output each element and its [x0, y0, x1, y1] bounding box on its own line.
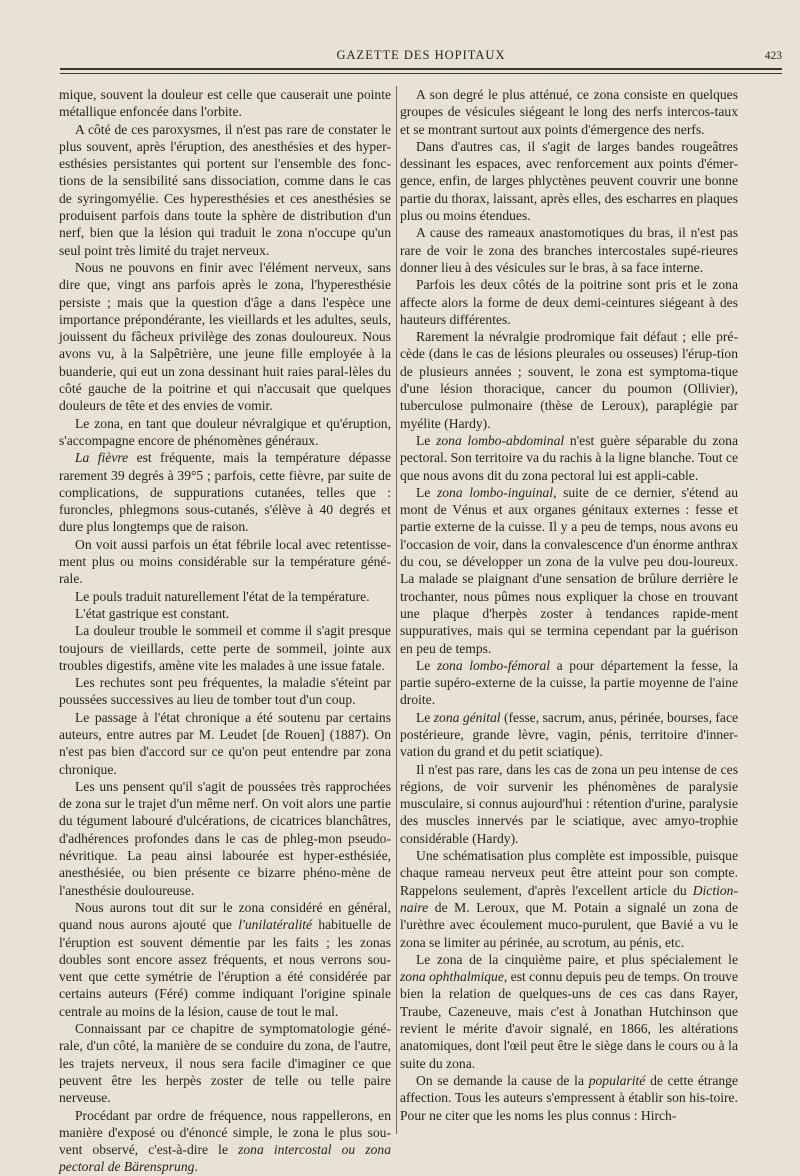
paragraph-text: A son degré le plus atténué, ce zona consiste en quelques groupes de vésicules siégeant le long des nerfs intercos-taux et se montrant surtout aux points d'émergence des nerfs. [400, 87, 738, 137]
emphasized-term: zona intercostal ou zona pectoral de Bärensprung [59, 1142, 391, 1175]
paragraph-text: de M. Leroux, que M. Potain a signalé un zona de l'urèthre avec écoulement muco-purulent, que Bavié a vu le zona se limiter au périnée, au scrotum, au pénis, etc. [400, 899, 738, 950]
paragraph-lead-text: Le [416, 432, 437, 448]
paragraph-text: . [194, 1159, 198, 1175]
emphasized-term: popularité [588, 1072, 646, 1088]
paragraph-text: n'est guère séparable du zona pectoral. Son territoire va du rachis à la ligne blanche. Tout ce que nous avons dit du zona pectoral lui est appli-cable. [400, 432, 738, 483]
paragraph-text: Le pouls traduit naturellement l'état de la température. [75, 588, 370, 604]
page-header [60, 48, 782, 66]
emphasized-term: zona lombo-abdominal [436, 432, 565, 448]
left-column [59, 86, 391, 1175]
right-column [400, 86, 738, 1146]
paragraph-text: Dans d'autres cas, il s'agit de larges bandes rougeâtres dessinant les espaces, avec renforcement aux points d'émer-gence, enfin, de larges phlyctènes peuvent couvrir une bonne partie du thorax, laissant, après elles, des escharres en plaques plus ou moins étendues. [400, 138, 738, 224]
paragraph [59, 449, 391, 535]
paragraph-lead-text: Une schématisation plus complète est impossible, puisque chaque rameau nerveux peut être atteint pour son compte. Rappelons seulement, d'après l'excellent article du [400, 848, 738, 898]
paragraph [400, 276, 738, 328]
paragraph-text: de cette étrange affection. Tous les auteurs s'empressent à établir son his-toire. Pour ne citer que les noms les plus connus : Hirch- [400, 1072, 738, 1123]
paragraph-text: habituelle de l'éruption est souvent démentie par les faits ; les zonas doubles sont encore assez fréquents, et nous verrons sou-vent que cette symétrie de l'éruption a été considérée par certains auteurs (Féré) comme indiquant l'origine spinale centrale au moins de la lésion, cause de tout le mal. [59, 917, 391, 1019]
paragraph [400, 484, 738, 657]
emphasized-term: La fièvre [75, 450, 129, 466]
emphasized-term: zona lombo-fémoral [436, 657, 551, 673]
paragraph [59, 778, 391, 899]
paragraph [400, 709, 738, 761]
paragraph [59, 709, 391, 778]
emphasized-term: l'unilatéralité [238, 917, 313, 933]
paragraph-text: L'état gastrique est constant. [75, 605, 230, 621]
paragraph-text: Rarement la névralgie prodromique fait défaut ; elle pré-cède (dans le cas de lésions pleurales ou osseuses) l'érup-tion de plusieurs années ; souvent, le zona est symptoma-tique d'une lésion thoracique, cancer du poumon (Ollivier), tuberculose pulmonaire (thèse de Leroux), paraplégie par myélite (Hardy). [400, 329, 738, 431]
paragraph-text: (fesse, sacrum, anus, périnée, bourses, face postérieure, grande lèvre, vagin, pénis, territoire d'inner-vation du grand et du petit sciatique). [400, 709, 739, 760]
paragraph [400, 1072, 738, 1124]
paragraph [59, 259, 391, 415]
header-rule-thin [60, 73, 782, 74]
paragraph-text: A côté de ces paroxysmes, il n'est pas rare de constater le plus souvent, après l'éruption, des anesthésies et des hyper-esthésies persistantes qui portent sur l'ensemble des fonc-tions de la sensibilité sans dissociation, comme dans le cas de syringomyélie. Ces hyperesthésies et ces anesthésies se produisent parfois dans toute la sphère de distribution d'un nerf, bien que la lésion qui traduit le zona n'occupe qu'un seul point très limité du trajet nerveux. [59, 121, 391, 258]
paragraph [59, 121, 391, 259]
header-rule-thick [60, 68, 782, 70]
paragraph-lead-text: Le [416, 709, 434, 725]
paragraph [400, 432, 738, 484]
paragraph [400, 328, 738, 432]
paragraph-text: mique, souvent la douleur est celle que causerait une pointe métallique enfoncée dans l'orbite. [59, 87, 391, 120]
paragraph [59, 86, 391, 121]
paragraph [400, 224, 738, 276]
journal-title: GAZETTE DES HOPITAUX [336, 48, 506, 62]
paragraph-lead-text: Nous aurons tout dit sur le zona considéré en général, quand nous aurons ajouté que [59, 899, 391, 933]
paragraph [59, 588, 391, 605]
paragraph-text: Connaissant par ce chapitre de symptomatologie géné-rale, d'un côté, la manière de se conduire du zona, de l'autre, les trajets nerveux, il nous sera facile d'imaginer ce que peuvent être les herpès zoster de telle ou telle paire nerveuse. [59, 1021, 391, 1106]
paragraph [400, 847, 738, 951]
paragraph [400, 951, 738, 1072]
paragraph-text: , suite de ce dernier, s'étend au mont de Vénus et aux organes génitaux externes : fesse et partie externe de la cuisse. Il y a peu de temps, nous avons eu l'occasion de voir, dans la convalescence d'un énorme anthrax du cou, se développer un zona de la vulve peu dou-loureux. La malade se plaignant d'une sensation de brûlure derrière le trochanter, nous pûmes nous expliquer la chose en trouvant une plaque d'herpès zoster à tendances rapide-ment suppuratives, mais qui se termina cependant par la guérison en peu de temps. [400, 484, 738, 656]
paragraph [59, 674, 391, 709]
paragraph [59, 605, 391, 622]
paragraph [59, 536, 391, 588]
paragraph-text: Parfois les deux côtés de la poitrine sont pris et le zona affecte alors la forme de deux demi-ceintures siégeant à des hauteurs différentes. [400, 277, 738, 327]
paragraph [59, 622, 391, 674]
paragraph [400, 138, 738, 224]
emphasized-term: zona ophthalmique [400, 969, 504, 985]
paragraph [59, 899, 391, 1020]
paragraph [59, 1020, 391, 1106]
paragraph-lead-text: Le [416, 484, 437, 500]
paragraph [400, 86, 738, 138]
paragraph-text: A cause des rameaux anastomotiques du bras, il n'est pas rare de voir le zona des branches intercostales supé-rieures donner lieu à des vésicules sur le bras, à sa face interne. [400, 225, 738, 275]
paragraph-text: Nous ne pouvons en finir avec l'élément nerveux, sans dire que, vingt ans parfois après le zona, l'hyperesthésie persiste ; mais que la question d'âge a dans l'espèce une importance prépondérante, les vieillards et les adultes, seuls, jouissent du fâcheux privilège des zonas douloureux. Nous avons vu, à la Salpêtrière, une jeune fille employée à la buanderie, qui eut un zona dessinant huit raies paral-lèles du côté gauche de la poitrine et qui n'accusait que quelques douleurs de tête et des envies de vomir. [59, 259, 391, 414]
paragraph-text: a pour département la fesse, la partie supéro-externe de la cuisse, la partie moyenne de l'aine droite. [400, 657, 738, 708]
paragraph-text: Les uns pensent qu'il s'agit de poussées très rapprochées de zona sur le trajet d'un même nerf. On voit alors une partie du tégument labouré d'ulcérations, de cicatrices blanchâtres, d'adhérences profondes dans le cas de phleg-mon pseudo-névritique. La peau ainsi labourée est hyper-esthésiée, anesthésiée, ou bien présente ce bizarre phéno-mène de l'anesthésie douloureuse. [59, 778, 391, 898]
emphasized-term: zona génital [433, 709, 501, 725]
paragraph-text: On voit aussi parfois un état fébrile local avec retentisse-ment plus ou moins considérable sur la température géné-rale. [59, 536, 391, 587]
paragraph-text: Le passage à l'état chronique a été soutenu par certains auteurs, entre autres par M. Leudet [de Rouen] (1887). On n'est pas bien d'accord sur ce qu'on peut entendre par zona chronique. [59, 709, 391, 777]
paragraph [400, 657, 738, 709]
paragraph [59, 415, 391, 450]
paragraph-text: La douleur trouble le sommeil et comme il s'agit presque toujours de vieillards, cette perte de sommeil, jointe aux troubles digestifs, amène vite les malades à une issue fatale. [59, 623, 391, 673]
paragraph-lead-text: Le zona de la cinquième paire, et plus spécialement le [416, 951, 738, 967]
paragraph-text: Les rechutes sont peu fréquentes, la maladie s'éteint par poussées successives au lieu de tomber tout d'un coup. [59, 675, 391, 708]
emphasized-term: Diction-naire [400, 882, 738, 915]
paragraph-text: est fréquente, mais la température dépasse rarement 39 degrés à 39°5 ; parfois, cette fièvre, par suite de complications, de suppurations cutanées, telles que : furoncles, phlegmons sous-cutanés, s'élève à 40 degrés et dure plus longtemps que de raison. [59, 450, 391, 535]
paragraph-text: Il n'est pas rare, dans les cas de zona un peu intense de ces régions, de voir survenir les phénomènes de paralysie musculaire, si connus aujourd'hui : rétention d'urine, paralysie des muscles innervés par le sciatique, avec amyo-trophie considérable (Hardy). [400, 761, 738, 846]
paragraph-lead-text: Le [416, 657, 437, 673]
paragraph [400, 761, 738, 847]
paragraph-lead-text: On se demande la cause de la [416, 1072, 589, 1088]
paragraph [59, 1107, 391, 1176]
column-divider [396, 86, 397, 1134]
page-number: 423 [764, 50, 782, 62]
emphasized-term: zona lombo-inguinal [436, 484, 554, 500]
paragraph-text: Le zona, en tant que douleur névralgique et qu'éruption, s'accompagne encore de phénomènes généraux. [59, 415, 391, 448]
paragraph-lead-text: Procédant par ordre de fréquence, nous rappellerons, en manière d'exposé ou d'énoncé simple, le zona le plus sou-vent observé, c'est-à-dire le [59, 1107, 391, 1158]
paragraph-text: , est connu depuis peu de temps. On trouve bien la relation de quelques-uns de ces cas dans Rayer, Traube, Cazeneuve, mais c'est à Jonathan Hutchinson que revient le mérite d'avoir signalé, en 1866, les altérations anatomiques, dont l'œil peut être le siège dans le cours ou à la suite du zona. [400, 969, 738, 1071]
